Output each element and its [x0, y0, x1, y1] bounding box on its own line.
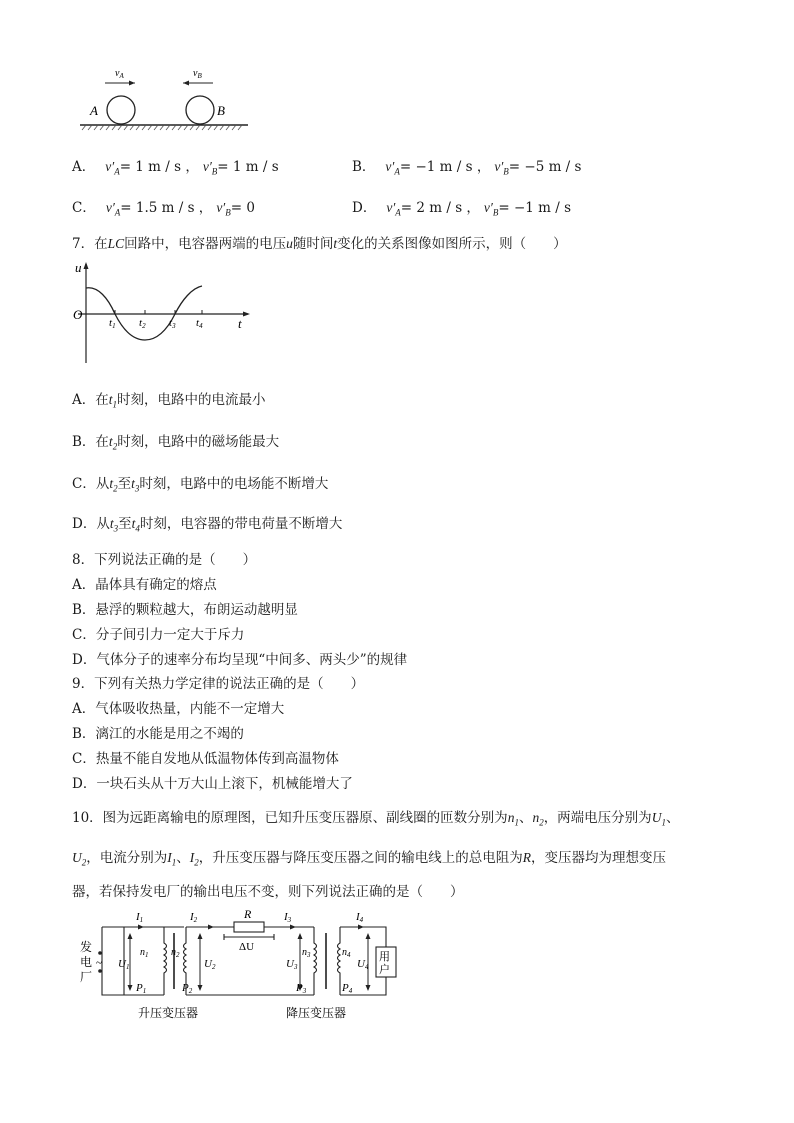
q10-stem-line1: 10．图为远距离输电的原理图，已知升压变压器原、副线圈的匝数分别为$n_1$、$n_2$，两端电压分别为$U_1$、	[72, 810, 680, 828]
ball-a-label: A	[90, 103, 98, 118]
q9-stem: 9．下列有关热力学定律的说法正确的是（ ）	[72, 676, 365, 692]
q8-stem: 8．下列说法正确的是（ ）	[72, 552, 257, 568]
ball-a	[107, 96, 135, 124]
q9-option-d[interactable]: D．一块石头从十万大山上滚下，机械能增大了	[72, 776, 353, 792]
label-I4: I4	[356, 911, 364, 924]
label-P1: P1	[136, 982, 147, 995]
q6-option-b[interactable]: B． $v'_A= -1$ m / s ， $v'_B= -5$ m / s	[352, 159, 582, 177]
gen-label-3: 厂	[80, 970, 93, 984]
ball-b-label: B	[217, 103, 225, 118]
label-I3: I3	[284, 911, 292, 924]
label-P3: P3	[296, 982, 307, 995]
label-I1: I1	[136, 911, 144, 924]
user-label-1: 用	[379, 951, 390, 963]
q8-option-d[interactable]: D．气体分子的速率分布均呈现“中间多、两头少”的规律	[72, 652, 408, 668]
q8-option-b[interactable]: B．悬浮的颗粒越大，布朗运动越明显	[72, 602, 298, 618]
axis-u-label: u	[75, 260, 82, 275]
q8-option-c[interactable]: C．分子间引力一定大于斥力	[72, 627, 245, 643]
step-down-caption: 降压变压器	[286, 1006, 347, 1020]
label-n2: $n_2$	[171, 947, 180, 959]
q9-option-a[interactable]: A．气体吸收热量，内能不一定增大	[72, 701, 285, 717]
label-P4: P4	[342, 982, 353, 995]
q10-transmission-circuit	[74, 905, 414, 1025]
q7-option-d[interactable]: D．从$t_3$至$t_4$时刻，电容器的带电荷量不断增大	[72, 516, 343, 534]
q7-option-a[interactable]: A．在$t_1$时刻，电路中的电流最小	[72, 392, 266, 410]
q7-stem: 7．在LC回路中，电容器两端的电压u随时间t变化的关系图像如图所示，则（ ）	[72, 236, 567, 252]
q9-option-b[interactable]: B．漓江的水能是用之不竭的	[72, 726, 244, 742]
q6-option-a[interactable]: A． $v'_A= 1$ m / s ， $v'_B= 1$ m / s	[72, 159, 279, 177]
user-label-2: 户	[379, 964, 390, 976]
q7-option-b[interactable]: B．在$t_2$时刻，电路中的磁场能最大	[72, 434, 280, 452]
label-U2: U2	[204, 958, 216, 971]
tick-t2: t2	[139, 317, 146, 330]
q6-option-c[interactable]: C． $v'_A= 1.5$ m / s ， $v'_B= 0$	[72, 200, 255, 218]
tick-t4: t4	[196, 317, 203, 330]
label-n4: $n_4$	[342, 947, 351, 959]
q7-voltage-graph	[70, 258, 260, 366]
q6-collision-figure	[70, 58, 260, 138]
q9-option-c[interactable]: C．热量不能自发地从低温物体传到高温物体	[72, 751, 339, 767]
gen-label-2: 电	[80, 955, 93, 969]
q8-option-a[interactable]: A．晶体具有确定的熔点	[72, 577, 217, 593]
label-n3: $n_3$	[302, 947, 311, 959]
axis-t-label: t	[238, 316, 242, 331]
label-n1: $n_1$	[140, 947, 149, 959]
label-dU: ΔU	[239, 941, 255, 953]
ball-b	[186, 96, 214, 124]
label-U3: U3	[286, 958, 298, 971]
tick-t1: t1	[109, 317, 116, 330]
va-label: $v_A$	[115, 68, 124, 80]
label-R: R	[244, 907, 252, 921]
label-U1: U1	[118, 958, 130, 971]
step-up-caption: 升压变压器	[138, 1006, 199, 1020]
tick-t3: t3	[169, 317, 176, 330]
label-U4: U4	[357, 958, 369, 971]
vb-label: $v_B$	[193, 68, 202, 80]
q6-option-d[interactable]: D． $v'_A= 2$ m / s ， $v'_B= -1$ m / s	[352, 200, 572, 218]
q10-stem-line3: 器，若保持发电厂的输出电压不变，则下列说法正确的是（ ）	[72, 884, 464, 900]
voltage-curve	[86, 286, 202, 340]
gen-label-1: 发	[80, 940, 93, 954]
q10-stem-line2: $U_2$，电流分别为$I_1$、$I_2$，升压变压器与降压变压器之间的输电线上的总电阻为R，变压器均为理想变压	[72, 850, 666, 868]
label-P2: P2	[182, 982, 193, 995]
q7-option-c[interactable]: C．从$t_2$至$t_3$时刻，电路中的电场能不断增大	[72, 476, 329, 494]
origin-label: O	[73, 307, 83, 322]
ac-symbol: ~	[96, 957, 102, 969]
label-I2: I2	[190, 911, 198, 924]
